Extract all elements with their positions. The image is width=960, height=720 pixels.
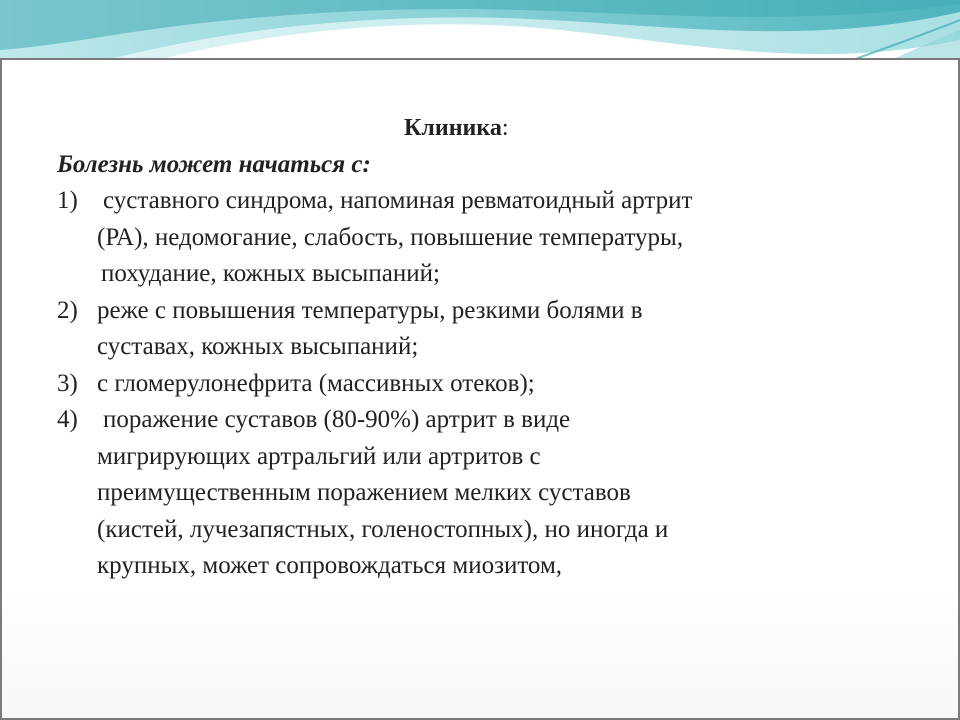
- list-item-4: [57, 402, 907, 585]
- list-item-line: реже с повышения температуры, резкими болями в: [97, 296, 643, 324]
- list-item-number: 1): [57, 187, 78, 214]
- list-item-line: (РА), недомогание, слабость, повышение температуры,: [97, 223, 684, 251]
- list-item-number: 2): [57, 296, 78, 324]
- list-item-line: крупных, может сопровождаться миозитом,: [97, 552, 563, 579]
- slide-body: [57, 110, 907, 585]
- list-item-2: [57, 293, 907, 366]
- list-item-line: с гломерулонефрита (массивных отеков);: [97, 369, 535, 397]
- list-item-line: мигрирующих артральгий или артритов с: [97, 442, 541, 470]
- list-item-1: [57, 183, 907, 293]
- slide-title-colon: :: [501, 115, 509, 141]
- list-item-line: поражение суставов (80-90%) артрит в виде: [103, 406, 571, 433]
- list-item-3: [57, 366, 907, 403]
- list-item-line: суставах, кожных высыпаний;: [97, 333, 419, 360]
- slide-title: [57, 110, 907, 147]
- list-item-number: 4): [57, 406, 78, 433]
- symptom-list: [57, 183, 907, 585]
- list-item-line: (кистей, лучезапястных, голеностопных), но иногда и: [97, 515, 669, 543]
- list-item-line: преимущественным поражением мелких суставов: [97, 479, 631, 506]
- slide-subtitle: Болезнь может начаться с:: [57, 150, 371, 178]
- content-frame: [0, 58, 960, 720]
- list-item-line: похудание, кожных высыпаний;: [101, 260, 440, 287]
- list-item-number: 3): [57, 369, 78, 397]
- slide-title-text: Клиника: [404, 115, 502, 141]
- list-item-line: суставного синдрома, напоминая ревматоидный артрит: [103, 187, 693, 214]
